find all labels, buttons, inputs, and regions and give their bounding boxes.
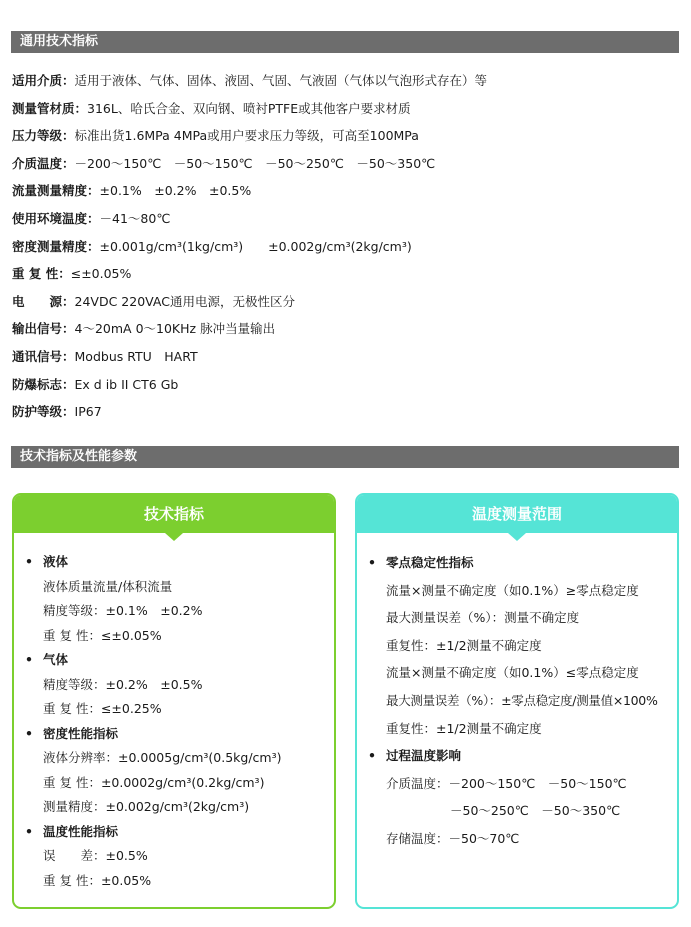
spec-group xyxy=(14,550,334,648)
group-title: 密度性能指标 xyxy=(43,725,119,741)
spec-value: 标准出货1.6MPa 4MPa或用户要求压力等级，可高至100MPa xyxy=(74,128,419,144)
spec-row xyxy=(12,150,487,178)
spec-row xyxy=(12,177,487,205)
card-title: 技术指标 xyxy=(14,495,334,533)
group-title: 零点稳定性指标 xyxy=(386,555,474,570)
group-title: 气体 xyxy=(43,652,69,667)
spec-row xyxy=(12,343,487,371)
bullet-icon: • xyxy=(368,555,376,570)
section-title-general: 通用技术指标 xyxy=(11,31,679,53)
group-line: 存储温度：－50～70℃ xyxy=(386,830,520,846)
card-title: 温度测量范围 xyxy=(357,495,677,533)
spec-row xyxy=(12,288,487,316)
tech-spec-card xyxy=(12,493,336,909)
group-line: 重 复 性：≤±0.05% xyxy=(43,627,162,643)
spec-group xyxy=(357,742,677,852)
group-line: 重复性：±1/2测量不确定度 xyxy=(386,637,542,653)
group-line: 重 复 性：≤±0.25% xyxy=(43,701,162,716)
group-line: 重复性：±1/2测量不确定度 xyxy=(386,720,542,736)
spec-label: 压力等级： xyxy=(12,128,75,144)
bullet-icon: • xyxy=(25,554,33,569)
spec-label: 重 复 性： xyxy=(12,266,71,282)
spec-label: 电 源： xyxy=(12,293,75,309)
group-line: 液体分辨率：±0.0005g/cm³(0.5kg/cm³) xyxy=(43,750,282,765)
spec-group xyxy=(357,549,677,742)
bullet-icon: • xyxy=(25,652,33,667)
spec-value: －200～150℃ －50～150℃ －50～250℃ －50～350℃ xyxy=(74,155,436,171)
spec-value: －41～80℃ xyxy=(99,210,171,226)
spec-label: 介质温度： xyxy=(12,155,75,171)
spec-label: 输出信号： xyxy=(12,321,75,337)
group-line: 测量精度：±0.002g/cm³(2kg/cm³) xyxy=(43,799,250,814)
spec-value: 24VDC 220VAC通用电源，无极性区分 xyxy=(74,293,295,309)
spec-label: 使用环境温度： xyxy=(12,210,100,226)
spec-row xyxy=(12,95,487,123)
spec-value: IP67 xyxy=(74,404,102,420)
spec-label: 防护等级： xyxy=(12,404,75,420)
group-line: 精度等级：±0.1% ±0.2% xyxy=(43,603,203,618)
group-line: 流量×测量不确定度（如0.1%）≥零点稳定度 xyxy=(386,582,639,598)
temperature-range-card xyxy=(355,493,679,909)
group-line: 流量×测量不确定度（如0.1%）≤零点稳定度 xyxy=(386,665,639,681)
spec-label: 密度测量精度： xyxy=(12,238,100,254)
group-line: 最大测量误差（%）：±零点稳定度/测量值×100% xyxy=(386,692,658,708)
spec-row xyxy=(12,315,487,343)
group-title: 液体 xyxy=(43,554,69,569)
group-line: 精度等级：±0.2% ±0.5% xyxy=(43,676,203,692)
bullet-icon: • xyxy=(368,748,376,764)
spec-group xyxy=(14,820,334,894)
group-line: 液体质量流量/体积流量 xyxy=(43,578,173,594)
section-title-performance: 技术指标及性能参数 xyxy=(11,446,679,468)
spec-label: 测量管材质： xyxy=(12,100,88,116)
spec-row xyxy=(12,371,487,399)
spec-label: 通讯信号： xyxy=(12,348,75,364)
spec-value: ±0.001g/cm³(1kg/cm³) ±0.002g/cm³(2kg/cm³) xyxy=(99,238,412,254)
spec-row xyxy=(12,67,487,95)
group-line: 介质温度：－200～150℃ －50～150℃ xyxy=(386,775,627,791)
spec-row xyxy=(12,233,487,261)
spec-row xyxy=(12,260,487,288)
spec-label: 适用介质： xyxy=(12,73,75,88)
spec-value: Modbus RTU HART xyxy=(74,348,198,364)
general-spec-list xyxy=(12,67,487,426)
group-line: 重 复 性：±0.05% xyxy=(43,872,152,888)
group-title: 温度性能指标 xyxy=(43,823,119,839)
spec-row xyxy=(12,205,487,233)
bullet-icon: • xyxy=(25,823,33,839)
spec-row xyxy=(12,398,487,426)
spec-value: ≤±0.05% xyxy=(70,266,132,282)
group-line: 重 复 性：±0.0002g/cm³(0.2kg/cm³) xyxy=(43,774,265,790)
spec-label: 流量测量精度： xyxy=(12,183,100,199)
spec-value: 适用于液体、气体、固体、液固、气固、气液固（气体以气泡形式存在）等 xyxy=(74,73,488,88)
spec-label: 防爆标志： xyxy=(12,376,75,392)
spec-value: 316L、哈氏合金、双向钢、喷衬PTFE或其他客户要求材质 xyxy=(87,100,411,116)
spec-value: ±0.1% ±0.2% ±0.5% xyxy=(99,183,252,199)
group-title: 过程温度影响 xyxy=(386,748,462,764)
group-line: －50～250℃ －50～350℃ xyxy=(450,803,621,819)
group-line: 误 差：±0.5% xyxy=(43,848,148,863)
spec-group xyxy=(14,722,334,820)
spec-row xyxy=(12,122,487,150)
group-line: 最大测量误差（%）：测量不确定度 xyxy=(386,610,580,626)
spec-value: 4～20mA 0～10KHz 脉冲当量输出 xyxy=(74,321,276,337)
spec-group xyxy=(14,648,334,722)
spec-value: Ex d ib II CT6 Gb xyxy=(74,376,179,392)
bullet-icon: • xyxy=(25,725,33,741)
